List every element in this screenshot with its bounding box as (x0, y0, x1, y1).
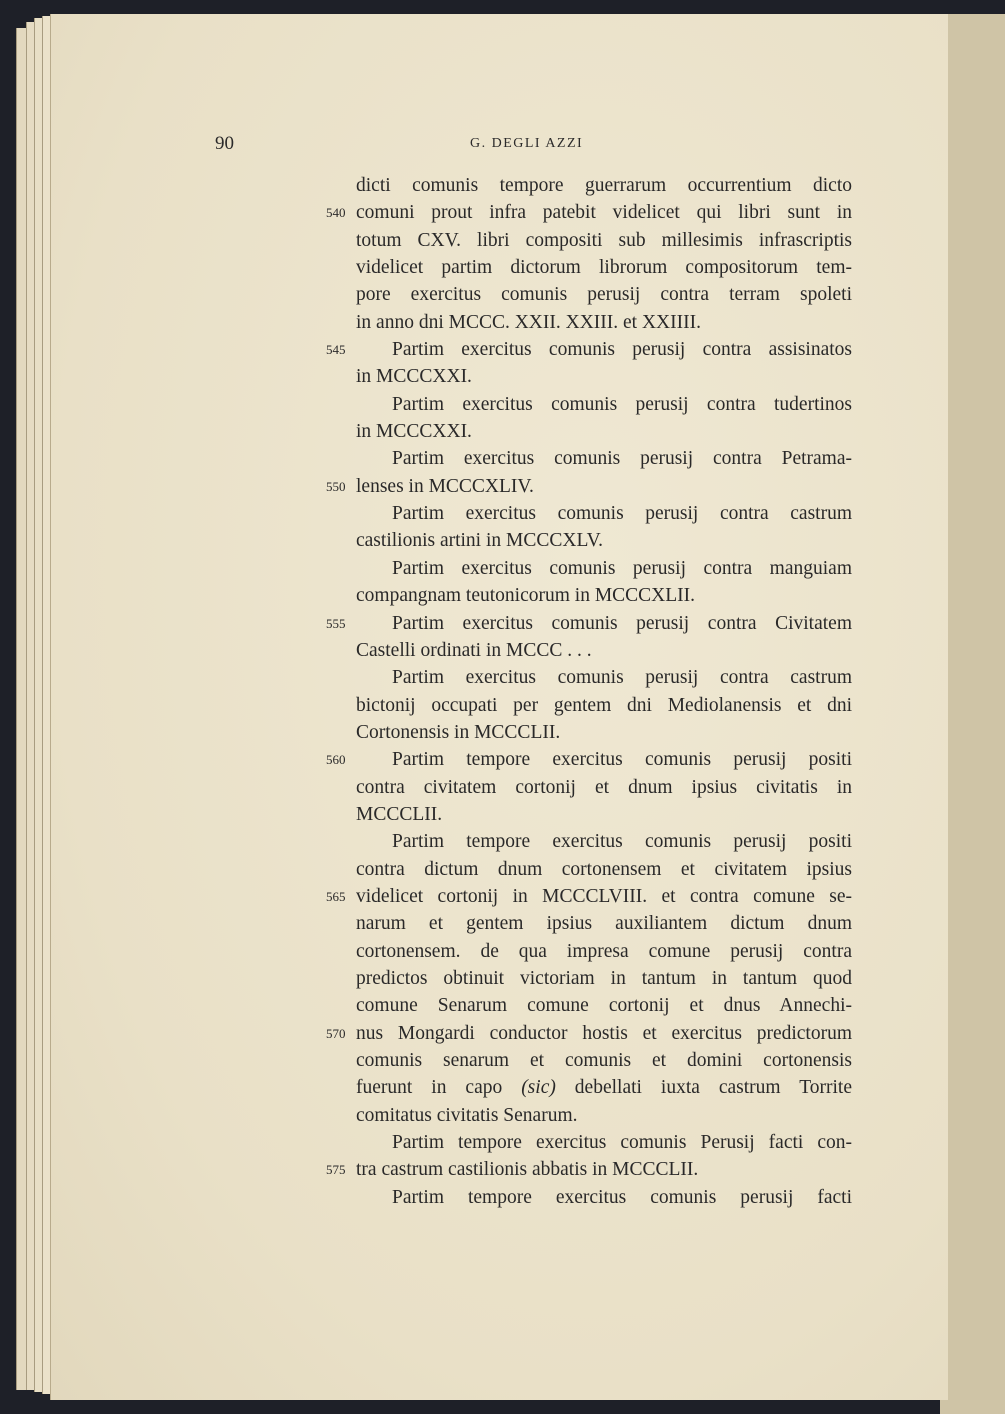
line-text: contra dictum dnum cortonensem et civitatem ipsius (356, 858, 852, 880)
body-text (326, 172, 852, 1211)
text-line (326, 610, 852, 637)
text-line (356, 637, 852, 664)
line-text: Partim tempore exercitus comunis perusij positi (392, 749, 852, 771)
text-line (356, 445, 852, 472)
line-text: lenses in MCCCXLIV. (356, 475, 534, 497)
text-line (356, 664, 852, 691)
text-line (356, 992, 852, 1019)
text-line (356, 309, 852, 336)
text-line (356, 719, 852, 746)
line-text: Partim tempore exercitus comunis perusij positi (392, 831, 852, 853)
text-line (356, 1074, 852, 1101)
line-text: contra civitatem cortonij et dnum ipsius civitatis in (356, 776, 852, 798)
line-text: Partim exercitus comunis perusij contra manguiam (392, 557, 852, 579)
line-text: Partim exercitus comunis perusij contra castrum (392, 667, 852, 689)
text-line (356, 828, 852, 855)
text-line (356, 281, 852, 308)
line-text: Partim exercitus comunis perusij contra tudertinos (392, 393, 852, 415)
line-text: Castelli ordinati in MCCC . . . (356, 639, 592, 661)
text-line (356, 801, 852, 828)
text-line (356, 391, 852, 418)
text-line (326, 473, 852, 500)
text-line (356, 418, 852, 445)
text-line (356, 582, 852, 609)
text-line (326, 336, 852, 363)
text-line (356, 774, 852, 801)
line-text: narum et gentem ipsius auxiliantem dictum dnum (356, 913, 852, 935)
line-text: Partim tempore exercitus comunis Perusij facti con- (392, 1132, 852, 1154)
line-text: nus Mongardi conductor hostis et exercitus predictorum (356, 1022, 852, 1044)
line-text: comunis senarum et comunis et domini cortonensis (356, 1050, 852, 1071)
text-line (356, 1129, 852, 1156)
line-number: 565 (326, 888, 346, 904)
line-text: comune Senarum comune cortonij et dnus Annechi- (356, 995, 852, 1017)
text-line (326, 199, 852, 226)
text-line (326, 1020, 852, 1047)
line-text: predictos obtinuit victoriam in tantum in tantum quod (356, 967, 852, 989)
text-line (356, 555, 852, 582)
text-line (356, 254, 852, 281)
line-text: videlicet partim dictorum librorum compositorum tem- (356, 257, 852, 279)
text-line (326, 1156, 852, 1183)
text-line (326, 883, 852, 910)
line-text: in anno dni MCCC. XXII. XXIII. et XXIIII. (356, 311, 701, 333)
sic-annotation: (sic) (521, 1077, 556, 1099)
line-text: bictonij occupati per gentem dni Mediolanensis et dni (356, 694, 852, 716)
text-line (356, 227, 852, 254)
line-text: Partim exercitus comunis perusij contra castrum (392, 503, 852, 525)
text-line (356, 1047, 852, 1074)
line-text: pore exercitus comunis perusij contra terram spoleti (356, 284, 852, 306)
text-line (356, 1184, 852, 1211)
text-line (356, 527, 852, 554)
line-text: totum CXV. libri compositi sub millesimis infrascriptis (356, 229, 852, 251)
line-text: dicti comunis tempore guerrarum occurrentium dicto (356, 175, 852, 196)
line-text: compangnam teutonicorum in MCCCXLII. (356, 585, 696, 607)
line-number: 540 (326, 205, 346, 221)
text-line (356, 692, 852, 719)
line-number: 560 (326, 752, 346, 768)
line-text: cortonensem. de qua impresa comune perusij contra (356, 940, 852, 962)
text-line (356, 500, 852, 527)
text-line (356, 363, 852, 390)
line-text: Partim exercitus comunis perusij contra Civitatem (392, 612, 852, 634)
text-line (326, 746, 852, 773)
running-head: G. DEGLI AZZI (470, 136, 584, 151)
line-text: comitatus civitatis Senarum. (356, 1104, 578, 1126)
line-text: Partim exercitus comunis perusij contra Petrama- (392, 448, 852, 470)
line-text: in MCCCXXI. (356, 421, 472, 443)
text-line (356, 938, 852, 965)
text-line (356, 172, 852, 199)
text-line (356, 910, 852, 937)
facing-page-edge (940, 14, 1005, 1414)
line-number: 575 (326, 1162, 346, 1178)
line-text: fuerunt in capo (sic) debellati iuxta castrum Torrite (356, 1077, 852, 1099)
page-number: 90 (215, 133, 234, 154)
line-number: 545 (326, 342, 346, 358)
text-line (356, 1102, 852, 1129)
text-line (356, 856, 852, 883)
line-text: videlicet cortonij in MCCCLVIII. et contra comune se- (356, 885, 852, 907)
line-number: 570 (326, 1025, 346, 1041)
line-text: Partim exercitus comunis perusij contra assisinatos (392, 339, 852, 361)
line-text: MCCCLII. (356, 803, 443, 825)
line-text: in MCCCXXI. (356, 366, 472, 388)
line-number: 555 (326, 615, 346, 631)
line-text: Cortonensis in MCCCLII. (356, 721, 561, 743)
line-text: comuni prout infra patebit videlicet qui libri sunt in (356, 202, 852, 224)
line-number: 550 (326, 478, 346, 494)
text-line (356, 965, 852, 992)
line-text: castilionis artini in MCCCXLV. (356, 530, 604, 552)
line-text: Partim tempore exercitus comunis perusij facti (392, 1186, 852, 1208)
line-text: tra castrum castilionis abbatis in MCCCLII. (356, 1159, 699, 1181)
